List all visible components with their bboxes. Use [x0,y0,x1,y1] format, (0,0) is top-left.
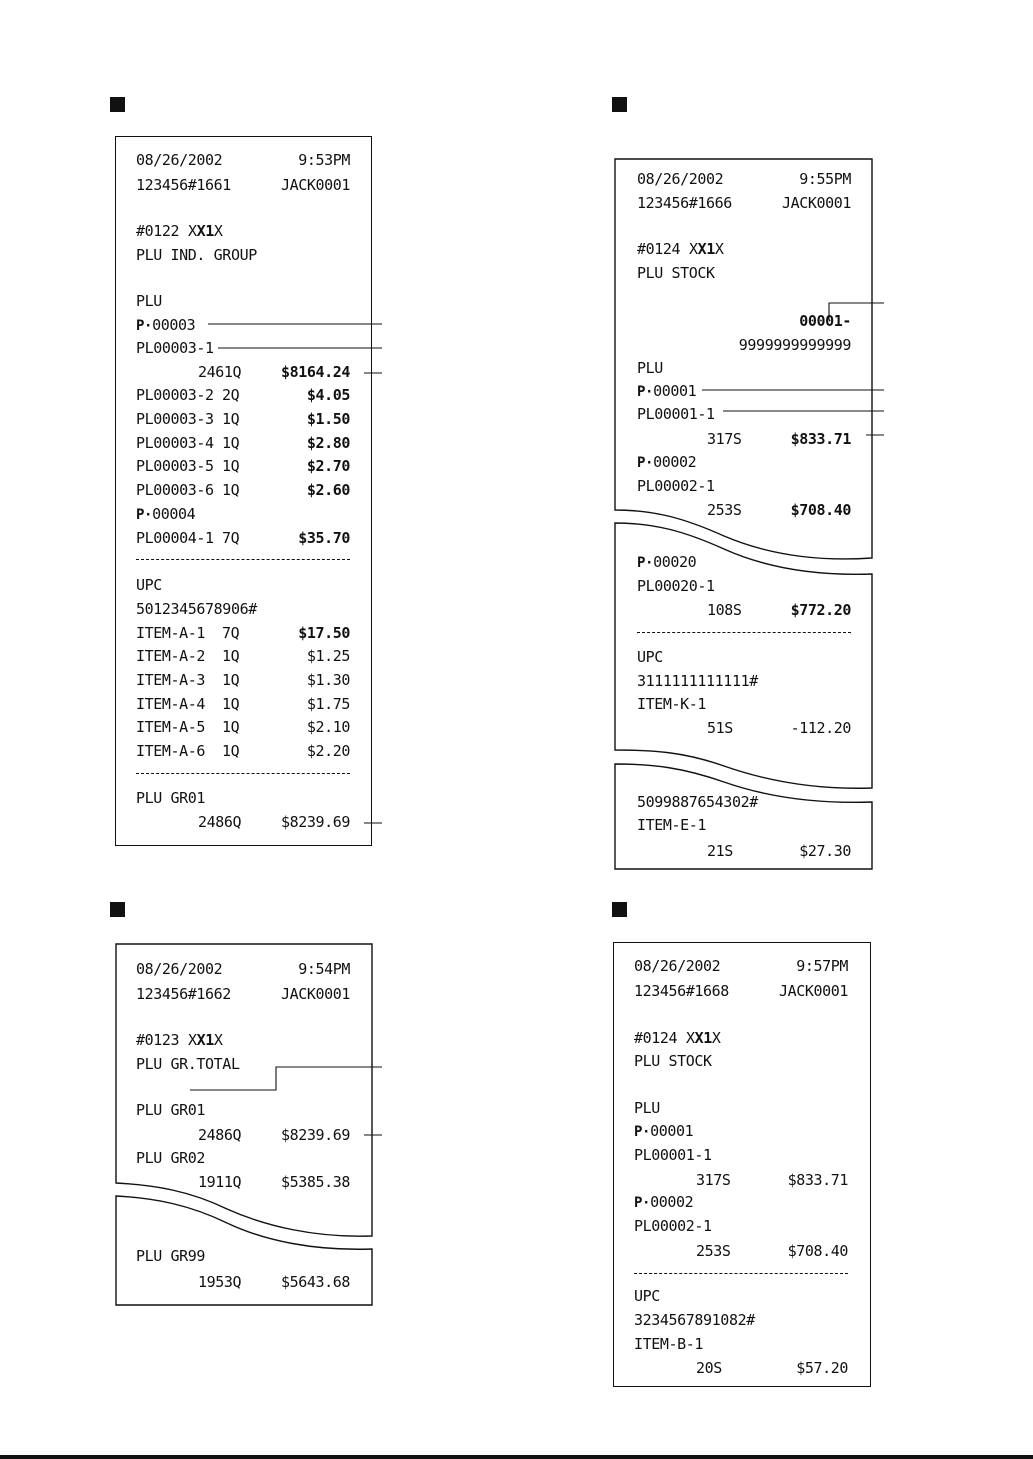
receipt-plu-gr-total [115,943,373,1306]
plu-row-name: PL00003-2 [136,386,214,404]
receipt-time: 9:53PM [298,151,350,169]
upc-item-amount: $57.20 [796,1359,848,1377]
plu-code: 00001 [650,1122,694,1140]
upc-item-amount: -112.20 [790,719,851,737]
upc-item-name: ITEM-A-2 [136,647,206,665]
plu-item-qty: 108S [707,601,742,619]
group-label: PLU GR02 [136,1149,206,1167]
plu-item-name: PL00003-1 [136,339,214,357]
section-marker-stock [612,97,627,112]
plu-prefix-icon: P· [637,555,654,571]
upc-item-name: ITEM-A-1 [136,624,206,642]
group-qty: 1953Q [198,1273,242,1291]
upc-item-amount: $17.50 [298,624,350,642]
plu-item-amount: $772.20 [790,601,851,619]
plu-prefix-icon: P· [637,455,654,471]
plu-row-amount: $35.70 [298,529,350,547]
receipt-time: 9:55PM [799,170,851,188]
plu-row-qty: 7Q [222,529,240,547]
upc-code: 5099887654302# [637,793,758,811]
receipt-plu-stock [614,158,873,870]
upc-item-qty: 51S [707,719,733,737]
plu-item-amount: $8164.24 [280,363,350,381]
consecutive-number: 123456#1666 [637,194,732,212]
plu-item-name: PL00020-1 [637,577,715,595]
plu-row-name: PL00003-6 [136,481,214,499]
group-label: PLU GR01 [136,1101,206,1119]
consecutive-number: 123456#1662 [136,985,231,1003]
plu-item-qty: 253S [707,501,742,519]
group-label: PLU GR01 [136,789,206,807]
separator-line [634,1273,848,1275]
plu-row-name: PL00003-4 [136,434,214,452]
upc-item-qty: 21S [707,842,733,860]
plu-row-name: PL00003-3 [136,410,214,428]
group-label: PLU GR99 [136,1247,206,1265]
section-upc-label: UPC [637,648,663,666]
report-title: PLU IND. GROUP [136,246,257,264]
plu-item-amount: $833.71 [790,430,851,448]
receipt-date: 08/26/2002 [634,957,721,975]
consecutive-number: 123456#1668 [634,982,729,1000]
receipt-plu-ind-group [115,136,372,846]
upc-item-name: ITEM-A-3 [136,671,206,689]
plu-row-name: PL00004-1 [136,529,214,547]
report-mode: XX1X [188,1031,223,1049]
section-plu-label: PLU [634,1099,660,1117]
report-number: #0124 [634,1029,678,1047]
upc-item-name: ITEM-E-1 [637,816,707,834]
upc-item-name: ITEM-B-1 [634,1335,704,1353]
section-plu-label: PLU [637,359,663,377]
separator-line [637,632,851,634]
receipt-plu-stock-2 [613,942,871,1387]
plu-code: 00003 [152,316,196,334]
plu-item-amount: $708.40 [790,501,851,519]
upc-item-amount: $1.25 [306,647,350,665]
upc-item-amount: $1.75 [306,695,350,713]
upc-item-qty: 1Q [222,718,240,736]
receipt-date: 08/26/2002 [136,151,223,169]
clerk-name: JACK0001 [280,176,350,194]
consecutive-number: 123456#1661 [136,176,231,194]
plu-item-qty: 2461Q [198,363,242,381]
report-title: PLU GR.TOTAL [136,1055,240,1073]
report-number: #0123 [136,1031,180,1049]
group-amount: $5643.68 [280,1273,350,1291]
range-from: 00001- [799,312,851,330]
report-number: #0124 [637,240,681,258]
clerk-name: JACK0001 [778,982,848,1000]
plu-prefix-icon: P· [634,1195,651,1211]
group-qty: 2486Q [198,813,242,831]
section-marker-ind-group [110,97,125,112]
section-plu-label: PLU [136,292,162,310]
range-to: 9999999999999 [738,336,851,354]
plu-code: 00004 [152,505,196,523]
plu-row-amount: $1.50 [306,410,350,428]
clerk-name: JACK0001 [781,194,851,212]
plu-item-name: PL00001-1 [637,405,715,423]
plu-item-qty: 317S [707,430,742,448]
upc-item-amount: $1.30 [306,671,350,689]
group-qty: 2486Q [198,1126,242,1144]
upc-item-name: ITEM-A-4 [136,695,206,713]
group-amount: $5385.38 [280,1173,350,1191]
plu-row-qty: 1Q [222,434,240,452]
separator-line [136,773,350,775]
report-mode: XX1X [188,222,223,240]
report-mode: XX1X [686,1029,721,1047]
group-amount: $8239.69 [280,1126,350,1144]
report-title: PLU STOCK [637,264,715,282]
group-qty: 1911Q [198,1173,242,1191]
upc-item-amount: $2.10 [306,718,350,736]
upc-item-qty: 1Q [222,742,240,760]
plu-item-qty: 253S [696,1242,731,1260]
plu-item-name: PL00002-1 [634,1217,712,1235]
plu-row-name: PL00003-5 [136,457,214,475]
separator-line [136,559,350,561]
section-upc-label: UPC [136,576,162,594]
clerk-name: JACK0001 [280,985,350,1003]
plu-item-name: PL00002-1 [637,477,715,495]
upc-item-qty: 20S [696,1359,722,1377]
plu-row-qty: 1Q [222,410,240,428]
plu-code: 00020 [653,553,697,571]
plu-row-amount: $2.80 [306,434,350,452]
section-upc-label: UPC [634,1287,660,1305]
plu-prefix-icon: P· [136,318,153,334]
plu-code: 00002 [650,1193,694,1211]
receipt-date: 08/26/2002 [637,170,724,188]
section-marker-stock-2 [612,902,627,917]
plu-item-amount: $708.40 [787,1242,848,1260]
receipt-time: 9:54PM [298,960,350,978]
upc-code: 3111111111111# [637,672,758,690]
plu-prefix-icon: P· [136,507,153,523]
upc-item-name: ITEM-K-1 [637,695,707,713]
upc-item-name: ITEM-A-5 [136,718,206,736]
report-title: PLU STOCK [634,1052,712,1070]
plu-row-amount: $2.70 [306,457,350,475]
plu-prefix-icon: P· [634,1124,651,1140]
plu-row-amount: $2.60 [306,481,350,499]
upc-item-qty: 1Q [222,695,240,713]
page-bottom-rule [0,1455,1033,1459]
upc-item-amount: $2.20 [306,742,350,760]
receipt-date: 08/26/2002 [136,960,223,978]
section-marker-gr-total [110,902,125,917]
upc-item-name: ITEM-A-6 [136,742,206,760]
plu-row-qty: 2Q [222,386,240,404]
upc-code: 5012345678906# [136,600,257,618]
upc-item-amount: $27.30 [799,842,851,860]
receipt-time: 9:57PM [796,957,848,975]
upc-item-qty: 7Q [222,624,240,642]
plu-row-qty: 1Q [222,457,240,475]
plu-item-qty: 317S [696,1171,731,1189]
plu-item-amount: $833.71 [787,1171,848,1189]
report-number: #0122 [136,222,180,240]
upc-item-qty: 1Q [222,671,240,689]
group-amount: $8239.69 [280,813,350,831]
upc-code: 3234567891082# [634,1311,755,1329]
plu-row-qty: 1Q [222,481,240,499]
plu-code: 00002 [653,453,697,471]
plu-code: 00001 [653,382,697,400]
plu-prefix-icon: P· [637,384,654,400]
plu-row-amount: $4.05 [306,386,350,404]
upc-item-qty: 1Q [222,647,240,665]
report-mode: XX1X [689,240,724,258]
plu-item-name: PL00001-1 [634,1146,712,1164]
